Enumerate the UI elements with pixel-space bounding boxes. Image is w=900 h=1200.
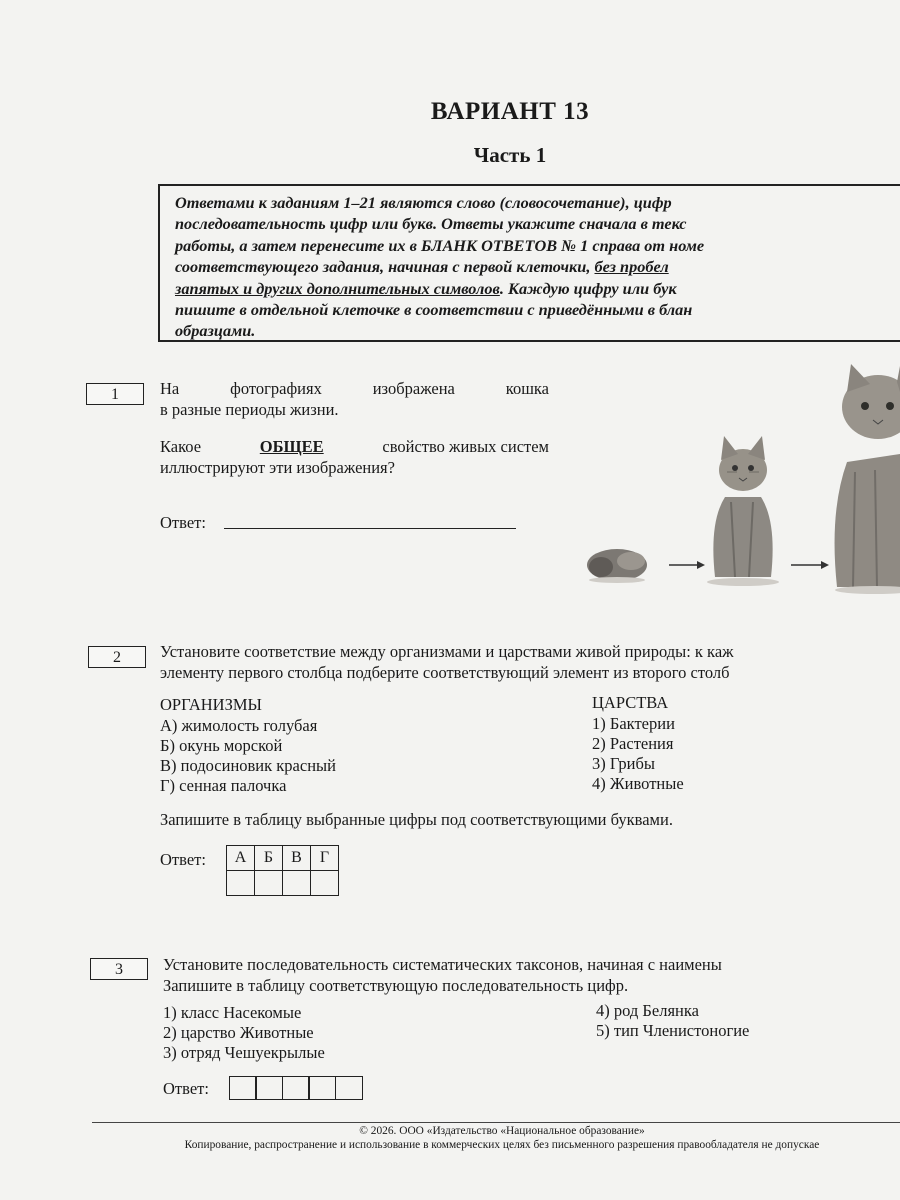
- taxon-item: 5) тип Членистоногие: [596, 1021, 750, 1040]
- task1-text-line: На фотографиях изображена кошка: [160, 379, 549, 398]
- kingdoms-header: ЦАРСТВА: [592, 693, 669, 712]
- table-instruction: Запишите в таблицу выбранные цифры под соответствующими буквами.: [160, 810, 673, 829]
- answer-cell[interactable]: [255, 871, 283, 896]
- kingdom-item: 2) Растения: [592, 734, 674, 753]
- footer-copyright: © 2026. ООО «Издательство «Национальное образование»: [359, 1125, 645, 1137]
- answer-table-header: А: [227, 846, 255, 871]
- task1-text-line: иллюстрируют эти изображения?: [160, 458, 395, 477]
- answer-table: [226, 845, 339, 896]
- instructions-line: образцами.: [175, 321, 256, 341]
- newborn-kitten-image: [587, 549, 647, 583]
- instructions-line: пишите в отдельной клеточке в соответствии с приведёнными в блан: [175, 300, 693, 320]
- organism-item: Г) сенная палочка: [160, 776, 287, 795]
- footer-divider: [92, 1122, 900, 1123]
- answer-cells: [230, 1076, 363, 1100]
- variant-title: ВАРИАНТ 13: [430, 98, 590, 125]
- organism-item: А) жимолость голубая: [160, 716, 318, 735]
- instructions-line: запятых и других дополнительных символов. Каждую цифру или бук: [175, 278, 677, 298]
- answer-cell[interactable]: [308, 1076, 336, 1100]
- arrow-icon: [791, 561, 829, 569]
- arrow-icon: [669, 561, 705, 569]
- instructions-line: работы, а затем перенесите их в БЛАНК ОТВЕТОВ № 1 справа от номе: [175, 235, 705, 255]
- organisms-header: ОРГАНИЗМЫ: [160, 695, 262, 714]
- answer-label: Ответ:: [163, 1079, 209, 1098]
- answer-table-header: Г: [311, 846, 339, 871]
- taxon-item: 4) род Белянка: [596, 1001, 699, 1020]
- part-title: Часть 1: [473, 143, 547, 167]
- instructions-line: Ответами к заданиям 1–21 являются слово (словосочетание), цифр: [175, 193, 672, 212]
- task3-text-line: Установите последовательность систематических таксонов, начиная с наимены: [163, 955, 722, 974]
- kingdom-item: 4) Животные: [592, 774, 684, 793]
- answer-cell[interactable]: [311, 871, 339, 896]
- kingdom-item: 3) Грибы: [592, 754, 655, 773]
- kingdom-item: 1) Бактерии: [592, 714, 675, 733]
- answer-table-header: В: [283, 846, 311, 871]
- task-number: 3: [90, 958, 148, 980]
- task1-question: Какое ОБЩЕЕ свойство живых систем: [160, 437, 549, 456]
- footer-notice: Копирование, распространение и использование в коммерческих целях без письменного разрешения правообладателя не допускае: [184, 1139, 820, 1151]
- task-number: 2: [88, 646, 146, 668]
- instructions-line: последовательность цифр или букв. Ответы укажите сначала в текс: [175, 214, 687, 234]
- answer-table-header: Б: [255, 846, 283, 871]
- answer-label: Ответ:: [160, 850, 206, 869]
- task2-text-line: Установите соответствие между организмами и царствами живой природы: к каж: [160, 642, 734, 661]
- adult-cat-image: [835, 364, 900, 594]
- answer-cell[interactable]: [227, 871, 255, 896]
- answer-cell[interactable]: [283, 871, 311, 896]
- answer-cell[interactable]: [229, 1076, 257, 1100]
- organism-item: Б) окунь морской: [160, 736, 283, 755]
- instructions-box: [158, 184, 900, 342]
- taxon-item: 2) царство Животные: [163, 1023, 314, 1042]
- task1-text-line: в разные периоды жизни.: [160, 400, 339, 419]
- kitten-image: [707, 436, 779, 586]
- cat-growth-illustration: [585, 362, 900, 594]
- instructions-line: соответствующего задания, начиная с первой клеточки, без пробел: [175, 257, 669, 277]
- answer-label: Ответ:: [160, 513, 206, 532]
- answer-cell[interactable]: [255, 1076, 283, 1100]
- answer-cell[interactable]: [335, 1076, 363, 1100]
- answer-input-line[interactable]: [224, 528, 516, 529]
- task-number: 1: [86, 383, 144, 405]
- answer-cell[interactable]: [282, 1076, 310, 1100]
- taxon-item: 3) отряд Чешуекрылые: [163, 1043, 325, 1062]
- task2-text-line: элементу первого столбца подберите соответствующий элемент из второго столб: [160, 663, 730, 682]
- taxon-item: 1) класс Насекомые: [163, 1003, 302, 1022]
- task3-text-line: Запишите в таблицу соответствующую последовательность цифр.: [163, 976, 629, 995]
- organism-item: В) подосиновик красный: [160, 756, 336, 775]
